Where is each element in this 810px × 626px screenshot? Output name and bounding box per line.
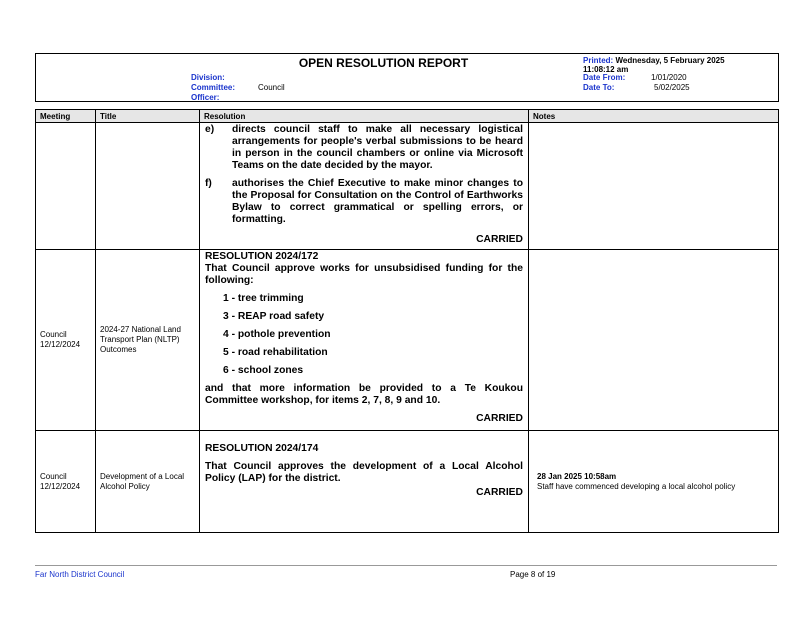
printed-value: Wednesday, 5 February 2025: [615, 56, 725, 65]
item-text: directs council staff to make all necessary logistical arrangements for people's verbal submissions to be heard in person in the council chambers or online via Microsoft Teams on the date decided by the mayor.: [232, 124, 523, 171]
date-to-value: 5/02/2025: [654, 83, 690, 92]
resolution-outro: and that more information be provided to a Te Koukou Committee workshop, for items 2, 7, 8, 9 and 10.: [205, 383, 523, 406]
resolution-number: RESOLUTION 2024/174: [205, 443, 319, 454]
notes-text: Staff have commenced developing a local alcohol policy: [537, 481, 736, 491]
printed-label: Printed:: [583, 56, 614, 65]
printed-info: [583, 56, 725, 74]
committee-label: Committee:: [191, 83, 236, 92]
date-from-value: 1/01/2020: [651, 73, 687, 82]
division-label: Division:: [191, 73, 225, 82]
notes-cell: [529, 250, 779, 431]
notes-cell: [529, 123, 779, 250]
officer-label: Officer:: [191, 93, 220, 102]
header-title: Title: [96, 110, 200, 123]
carried-label: CARRIED: [476, 413, 523, 424]
meeting-cell: [36, 123, 96, 250]
item-text: authorises the Chief Executive to make minor changes to the Proposal for Consultation on the Control of Earthworks Bylaw to correct grammatical or spelling errors, or formatting.: [232, 178, 523, 225]
resolution-cell: [200, 123, 529, 250]
footer-org: Far North District Council: [35, 570, 125, 579]
resolution-option: 6 - school zones: [223, 365, 304, 376]
notes-cell: [529, 431, 779, 533]
resolution-item: [205, 124, 523, 172]
resolution-option: 5 - road rehabilitation: [223, 347, 328, 358]
report-header: [35, 53, 779, 102]
notes-date: 28 Jan 2025 10:58am: [537, 471, 617, 481]
title-cell: [96, 123, 200, 250]
resolution-item: [205, 178, 523, 226]
date-from-label: Date From:: [583, 73, 626, 82]
item-key: f): [205, 178, 212, 189]
resolution-text: That Council approves the development of a Local Alcohol Policy (LAP) for the district.: [205, 461, 523, 484]
carried-label: CARRIED: [476, 234, 523, 245]
meeting-date: 12/12/2024: [40, 340, 81, 349]
item-title: Development of a Local Alcohol Policy: [100, 471, 185, 491]
table-row: [36, 431, 779, 533]
table-header-row: [36, 110, 779, 123]
date-to-label: Date To:: [583, 83, 615, 92]
resolution-table: [35, 109, 779, 533]
resolution-option: 1 - tree trimming: [223, 293, 304, 304]
table-row: [36, 250, 779, 431]
resolution-option: 3 - REAP road safety: [223, 311, 325, 322]
resolution-cell: [200, 431, 529, 533]
meeting-cell: [36, 431, 96, 533]
title-cell: [96, 250, 200, 431]
committee-value: Council: [258, 83, 285, 92]
title-cell: [96, 431, 200, 533]
table-row: [36, 123, 779, 250]
printed-time: 11:08:12 am: [583, 65, 629, 74]
footer-page-number: Page 8 of 19: [510, 570, 556, 579]
page-footer: [35, 565, 777, 579]
meeting-date: 12/12/2024: [40, 481, 81, 491]
header-notes: Notes: [529, 110, 779, 123]
meeting-name: Council: [40, 471, 67, 481]
resolution-number: RESOLUTION 2024/172: [205, 251, 319, 262]
resolution-option: 4 - pothole prevention: [223, 329, 331, 340]
report-title: OPEN RESOLUTION REPORT: [298, 56, 469, 70]
resolution-cell: [200, 250, 529, 431]
meeting-name: Council: [40, 330, 67, 339]
resolution-intro: That Council approve works for unsubsidised funding for the following:: [205, 263, 523, 286]
meeting-cell: [36, 250, 96, 431]
item-key: e): [205, 124, 215, 135]
carried-label: CARRIED: [476, 487, 523, 498]
header-meeting: Meeting: [36, 110, 96, 123]
item-title: 2024-27 National Land Transport Plan (NLTP) Outcomes: [100, 325, 181, 354]
header-resolution: Resolution: [200, 110, 529, 123]
